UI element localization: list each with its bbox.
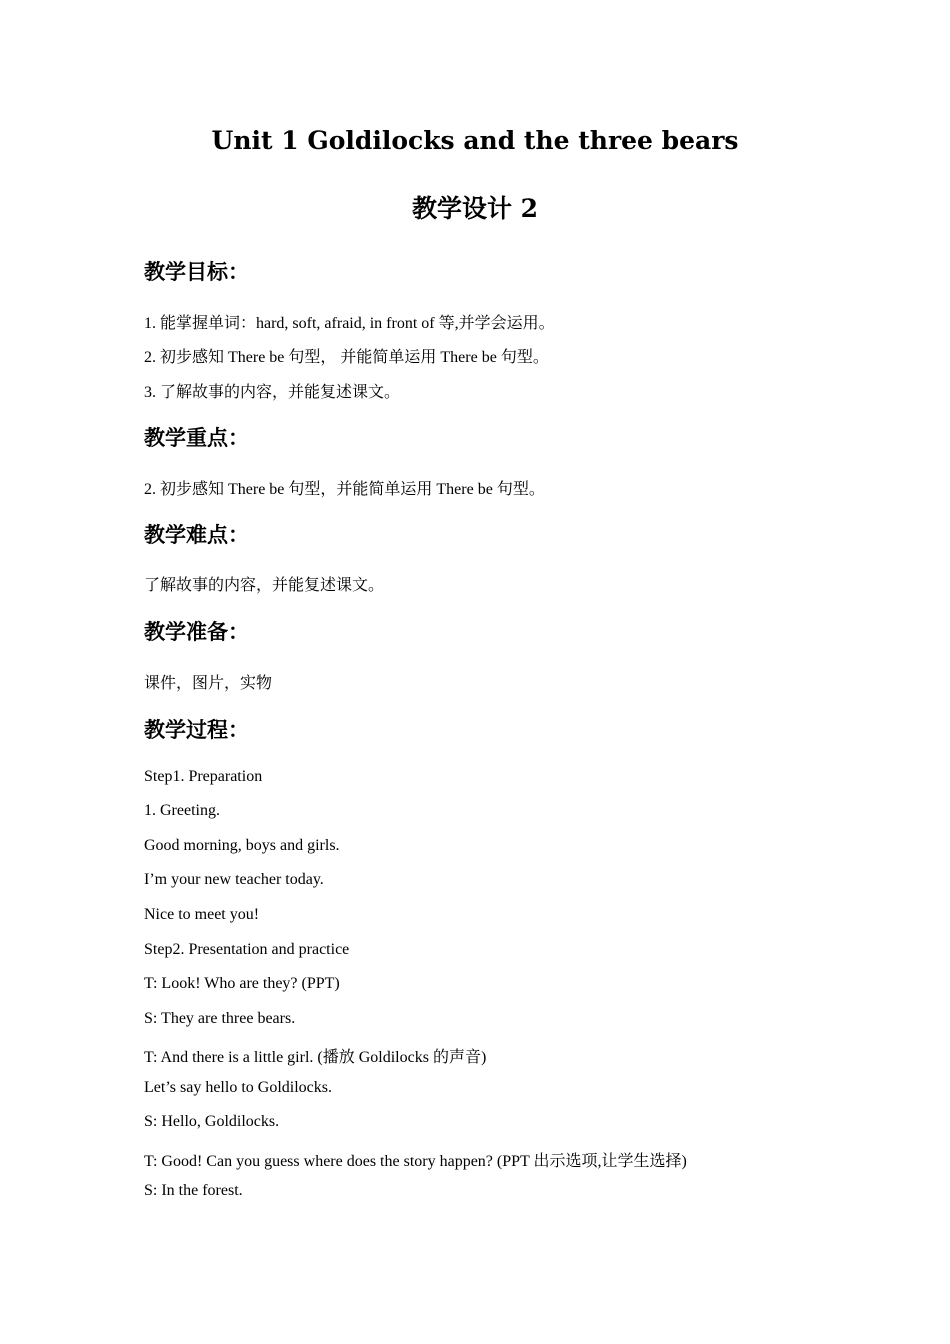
process-line: I’m your new teacher today. [144,871,324,888]
process-line: T: And there is a little girl. (播放 Goldilocks 的声音) [144,1049,487,1066]
section-heading-difficulties: 教学难点： [144,523,249,547]
document-title: Unit 1 Goldilocks and the three bears [211,126,739,155]
objective-item: 1. 能掌握单词：hard, soft, afraid, in front of 等,并学会运用。 [144,315,555,332]
process-line: Step1. Preparation [144,768,263,785]
key-point-item: 2. 初步感知 There be 句型，并能简单运用 There be 句型。 [144,481,545,498]
section-heading-objectives: 教学目标： [144,260,249,284]
section-heading-process: 教学过程： [144,718,249,742]
process-line: 1. Greeting. [144,802,220,819]
section-heading-preparation: 教学准备： [144,620,249,644]
process-line: S: They are three bears. [144,1010,296,1027]
process-line: Let’s say hello to Goldilocks. [144,1079,332,1096]
process-line: S: Hello, Goldilocks. [144,1113,280,1130]
section-heading-key-points: 教学重点： [144,426,249,450]
process-line: Good morning, boys and girls. [144,837,340,854]
objective-item: 3. 了解故事的内容，并能复述课文。 [144,384,401,401]
objective-item: 2. 初步感知 There be 句型， 并能简单运用 There be 句型。 [144,349,549,366]
process-line: S: In the forest. [144,1182,243,1199]
process-line: Step2. Presentation and practice [144,941,350,958]
process-line: T: Look! Who are they? (PPT) [144,975,340,992]
process-line: Nice to meet you! [144,906,260,923]
preparation-item: 课件，图片，实物 [144,675,273,692]
difficulty-item: 了解故事的内容，并能复述课文。 [144,577,385,594]
document-subtitle: 教学设计 2 [411,194,539,223]
process-line: T: Good! Can you guess where does the story happen? (PPT 出示选项,让学生选择) [144,1153,687,1170]
